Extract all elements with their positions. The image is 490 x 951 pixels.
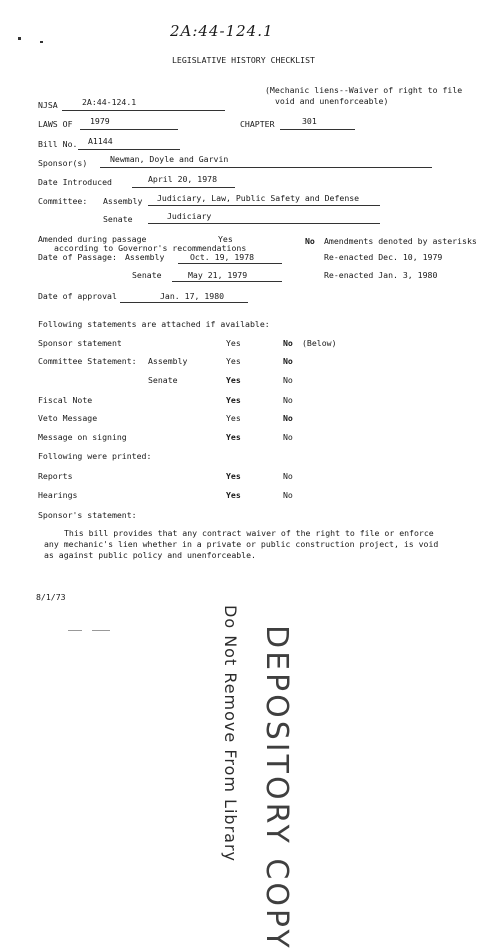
sponsors-value: Newman, Doyle and Garvin <box>110 154 229 164</box>
passage-assembly-value: Oct. 19, 1978 <box>190 252 255 262</box>
veto-message-no: No <box>283 413 293 423</box>
faint-mark <box>68 630 82 631</box>
laws-of-label: LAWS OF <box>38 119 73 129</box>
njsa-label: NJSA <box>38 100 58 110</box>
reports-no: No <box>283 471 293 481</box>
chapter-label: CHAPTER <box>240 119 275 129</box>
approval-label: Date of approval <box>38 291 117 301</box>
passage-senate-label: Senate <box>132 270 162 280</box>
signing-message-label: Message on signing <box>38 432 127 442</box>
hearings-no: No <box>283 490 293 500</box>
attached-header: Following statements are attached if available: <box>38 319 270 329</box>
fiscal-note-yes: Yes <box>226 395 241 405</box>
sponsor-statement-heading: Sponsor's statement: <box>38 510 137 520</box>
bill-note-line-1: (Mechanic liens--Waiver of right to file <box>265 85 463 95</box>
sponsor-statement-label: Sponsor statement <box>38 338 122 348</box>
amended-asterisk-note: Amendments denoted by asterisks <box>324 236 477 246</box>
date-introduced-label: Date Introduced <box>38 177 112 187</box>
committee-assembly-underline <box>148 205 380 206</box>
stray-mark <box>18 37 21 40</box>
printed-header: Following were printed: <box>38 451 152 461</box>
bill-no-label: Bill No. <box>38 139 78 149</box>
laws-of-underline <box>80 129 178 130</box>
njsa-value: 2A:44-124.1 <box>82 97 137 107</box>
stamp-depository-copy: DEPOSITORY COPY <box>259 625 294 951</box>
stray-mark <box>40 41 43 43</box>
passage-senate-reenacted: Re-enacted Jan. 3, 1980 <box>324 270 438 280</box>
fiscal-note-no: No <box>283 395 293 405</box>
sponsor-statement-yes: Yes <box>226 338 241 348</box>
committee-statement-assembly-no: No <box>283 356 293 366</box>
reports-yes: Yes <box>226 471 241 481</box>
hearings-yes: Yes <box>226 490 241 500</box>
faint-mark <box>92 630 110 631</box>
sponsors-underline <box>100 167 432 168</box>
statement-line-3: as against public policy and unenforceable. <box>44 550 256 560</box>
handwritten-statute-code: 2A:44-124.1 <box>170 22 274 40</box>
bill-no-value: A1144 <box>88 136 113 146</box>
date-introduced-underline <box>132 187 235 188</box>
approval-value: Jan. 17, 1980 <box>160 291 225 301</box>
committee-statement-assembly: Assembly <box>148 356 188 366</box>
bill-note-line-2: void and unenforceable) <box>275 96 389 106</box>
fiscal-note-label: Fiscal Note <box>38 395 93 405</box>
signing-message-no: No <box>283 432 293 442</box>
bill-no-underline <box>78 149 180 150</box>
amended-governor-note: according to Governor's recommendations <box>54 243 247 253</box>
passage-senate-underline <box>172 281 282 282</box>
committee-statement-assembly-yes: Yes <box>226 356 241 366</box>
chapter-value: 301 <box>302 116 317 126</box>
njsa-underline <box>62 110 225 111</box>
reports-label: Reports <box>38 471 73 481</box>
sponsor-statement-below: (Below) <box>302 338 337 348</box>
passage-assembly-label: Assembly <box>125 252 165 262</box>
committee-statement-senate-no: No <box>283 375 293 385</box>
passage-label: Date of Passage: <box>38 252 117 262</box>
sponsor-statement-no: No <box>283 338 293 348</box>
veto-message-yes: Yes <box>226 413 241 423</box>
statement-line-1: This bill provides that any contract waiver of the right to file or enforce <box>64 528 434 538</box>
sponsors-label: Sponsor(s) <box>38 158 88 168</box>
committee-senate-underline <box>148 223 380 224</box>
page-title: LEGISLATIVE HISTORY CHECKLIST <box>172 55 315 65</box>
committee-assembly-label: Assembly <box>103 196 143 206</box>
committee-statement-senate: Senate <box>148 375 178 385</box>
chapter-underline <box>280 129 355 130</box>
committee-senate-value: Judiciary <box>167 211 212 221</box>
veto-message-label: Veto Message <box>38 413 98 423</box>
date-introduced-value: April 20, 1978 <box>148 174 218 184</box>
amended-yes: Yes <box>218 234 233 244</box>
passage-assembly-underline <box>178 263 282 264</box>
stamp-do-not-remove: Do Not Remove From Library <box>221 605 240 862</box>
committee-statement-senate-yes: Yes <box>226 375 241 385</box>
amended-label: Amended during passage <box>38 234 147 244</box>
amended-no-marked: No <box>305 236 315 246</box>
committee-senate-label: Senate <box>103 214 133 224</box>
approval-underline <box>120 302 248 303</box>
passage-senate-value: May 21, 1979 <box>188 270 248 280</box>
committee-statement-label: Committee Statement: <box>38 356 137 366</box>
committee-label: Committee: <box>38 196 88 206</box>
laws-of-value: 1979 <box>90 116 110 126</box>
statement-line-2: any mechanic's lien whether in a private or public construction project, is void <box>44 539 439 549</box>
footer-code: 8/1/73 <box>36 592 66 602</box>
passage-assembly-reenacted: Re-enacted Dec. 10, 1979 <box>324 252 443 262</box>
hearings-label: Hearings <box>38 490 78 500</box>
committee-assembly-value: Judiciary, Law, Public Safety and Defense <box>157 193 360 203</box>
signing-message-yes: Yes <box>226 432 241 442</box>
